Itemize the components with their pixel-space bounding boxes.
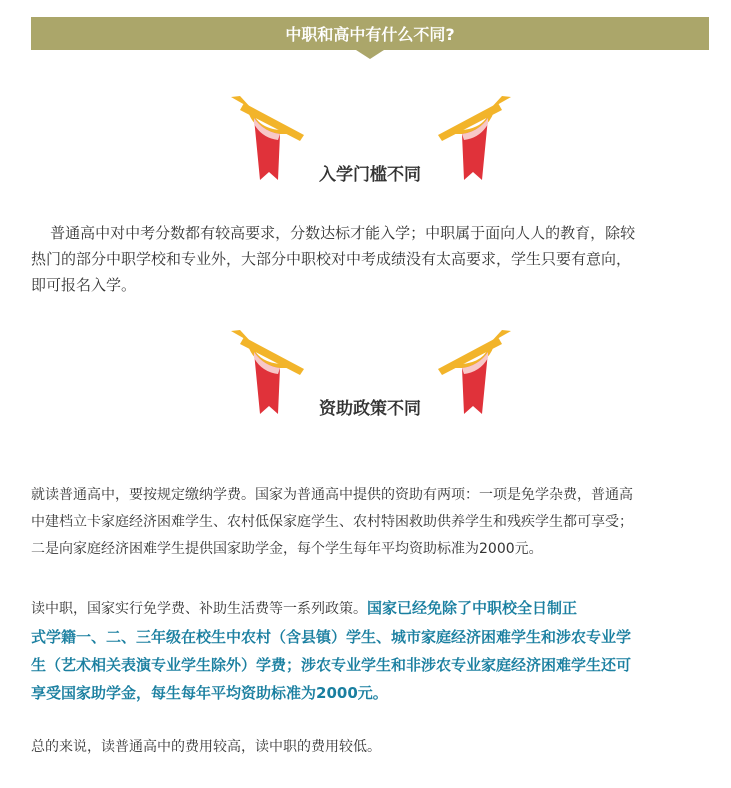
highlight-text: 享受国家助学金，每生每年平均资助标准为2000元。: [31, 684, 388, 702]
paragraph-entry-threshold: [31, 220, 711, 298]
paragraph-line: 就读普通高中，要按规定缴纳学费。国家为普通高中提供的资助有两项：一项是免学杂费，普通高: [31, 487, 633, 503]
paragraph-line: 二是向家庭经济困难学生提供国家助学金，每个学生每年平均资助标准为2000元。: [31, 541, 543, 557]
paragraph-summary: [31, 736, 711, 758]
highlight-text: 国家已经免除了中职校全日制正: [367, 599, 578, 617]
paragraph-vocational-aid: [31, 594, 711, 707]
highlight-text: 生（艺术相关表演专业学生除外）学费；涉农专业学生和非涉农专业家庭经济困难学生还可: [31, 656, 632, 674]
banner-title: 中职和高中有什么不同?: [285, 25, 455, 44]
section-title: 资助政策不同: [319, 399, 421, 419]
paragraph-line: 中建档立卡家庭经济困难学生、农村低保家庭学生、农村特困救助供养学生和残疾学生都可享受；: [31, 514, 633, 530]
highlight-text: 式学籍一、二、三年级在校生中农村（含县镇）学生、城市家庭经济困难学生和涉农专业学: [31, 628, 632, 646]
paragraph-line: 普通高中对中考分数都有较高要求，分数达标才能入学；中职属于面向人人的教育，除较: [31, 224, 636, 242]
banner-notch: [356, 50, 384, 59]
paragraph-high-school-aid: [31, 482, 711, 563]
section-header-2: [0, 328, 731, 424]
paragraph-line: 读中职，国家实行免学费、补助生活费等一系列政策。: [31, 601, 367, 617]
title-banner: [31, 17, 709, 50]
paragraph-line: 即可报名入学。: [31, 276, 137, 294]
section-header-1: [0, 94, 731, 190]
paragraph-line: 热门的部分中职学校和专业外，大部分中职校对中考成绩没有太高要求，学生只要有意向，: [31, 250, 632, 268]
paragraph-line: 总的来说，读普通高中的费用较高，读中职的费用较低。: [31, 739, 381, 755]
section-title: 入学门槛不同: [319, 165, 421, 185]
